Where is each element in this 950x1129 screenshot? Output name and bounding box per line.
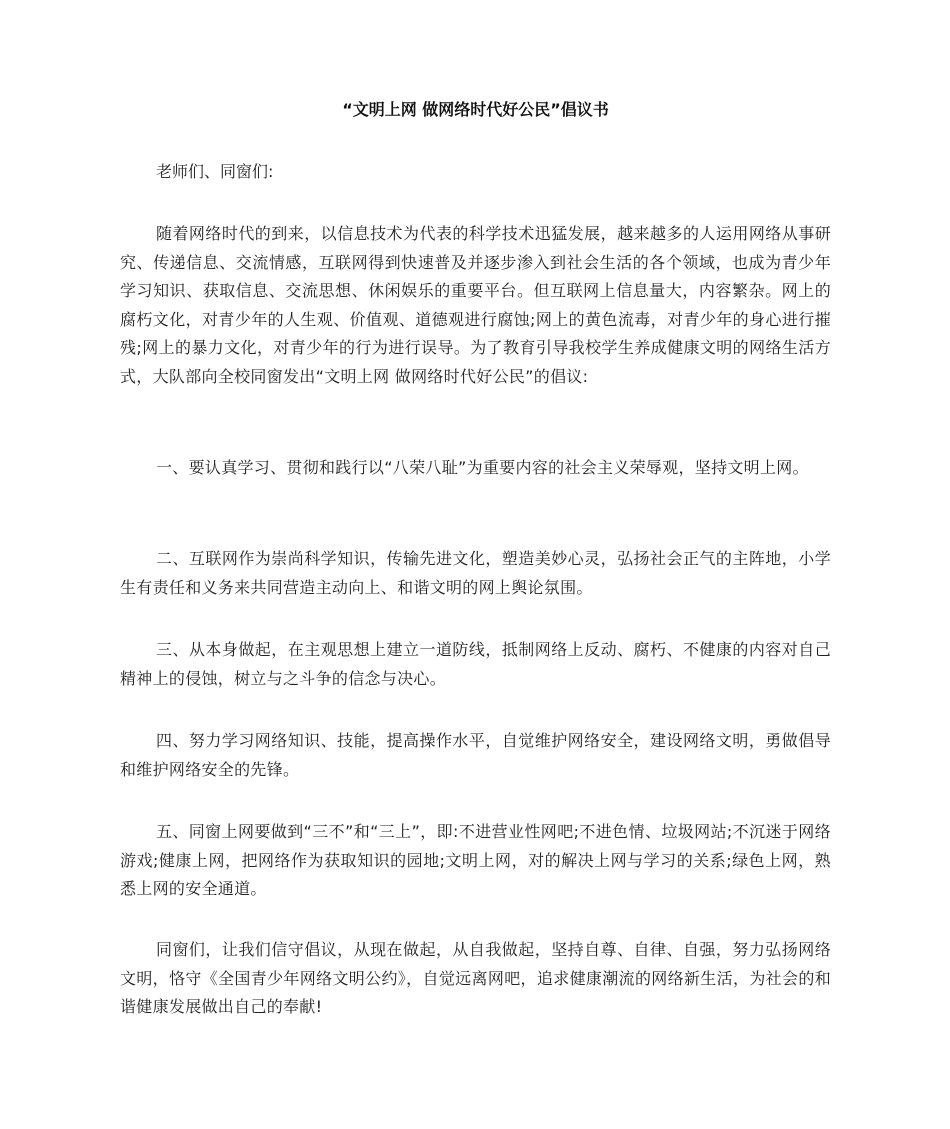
paragraph-intro: 随着网络时代的到来，以信息技术为代表的科学技术迅猛发展，越来越多的人运用网络从事研究、传递信息、交流情感，互联网得到快速普及并逐步渗入到社会生活的各个领域，也成为青少年学习知识、获取信息、交流思想、休闲娱乐的重要平台。但互联网上信息量大，内容繁杂。网上的腐朽文化，对青少年的人生观、价值观、道德观进行腐蚀;网上的黄色流毒，对青少年的身心进行摧残;网上的暴力文化，对青少年的行为进行误导。为了教育引导我校学生养成健康文明的网络生活方式，大队部向全校同窗发出“文明上网 做网络时代好公民”的倡议: [120,224,831,386]
paragraph-item-5: 五、同窗上网要做到“三不”和“三上”，即:不进营业性网吧;不进色情、垃圾网站;不沉迷于网络游戏;健康上网，把网络作为获取知识的园地;文明上网，对的解决上网与学习的关系;绿色上网，熟悉上网的安全通道。 [120,822,831,898]
paragraph-item-1: 一、要认真学习、贯彻和践行以“八荣八耻”为重要内容的社会主义荣辱观，坚持文明上网。 [156,458,809,477]
salutation: 老师们、同窗们: [156,162,274,181]
document-title: “文明上网 做网络时代好公民”倡议书 [342,100,609,119]
paragraph-item-4: 四、努力学习网络知识、技能，提高操作水平，自觉维护网络安全，建设网络文明，勇做倡导和维护网络安全的先锋。 [120,731,831,779]
paragraph-closing: 同窗们，让我们信守倡议，从现在做起，从自我做起，坚持自尊、自律、自强，努力弘扬网络文明，恪守《全国青少年网络文明公约》，自觉远离网吧，追求健康潮流的网络新生活，为社会的和谐健康发展做出自己的奉献! [120,940,831,1016]
paragraph-item-3: 三、从本身做起，在主观思想上建立一道防线，抵制网络上反动、腐朽、不健康的内容对自己精神上的侵蚀，树立与之斗争的信念与决心。 [120,640,831,688]
paragraph-item-2: 二、互联网作为崇尚科学知识，传输先进文化，塑造美妙心灵，弘扬社会正气的主阵地，小学生有责任和义务来共同营造主动向上、和谐文明的网上舆论氛围。 [120,549,831,597]
